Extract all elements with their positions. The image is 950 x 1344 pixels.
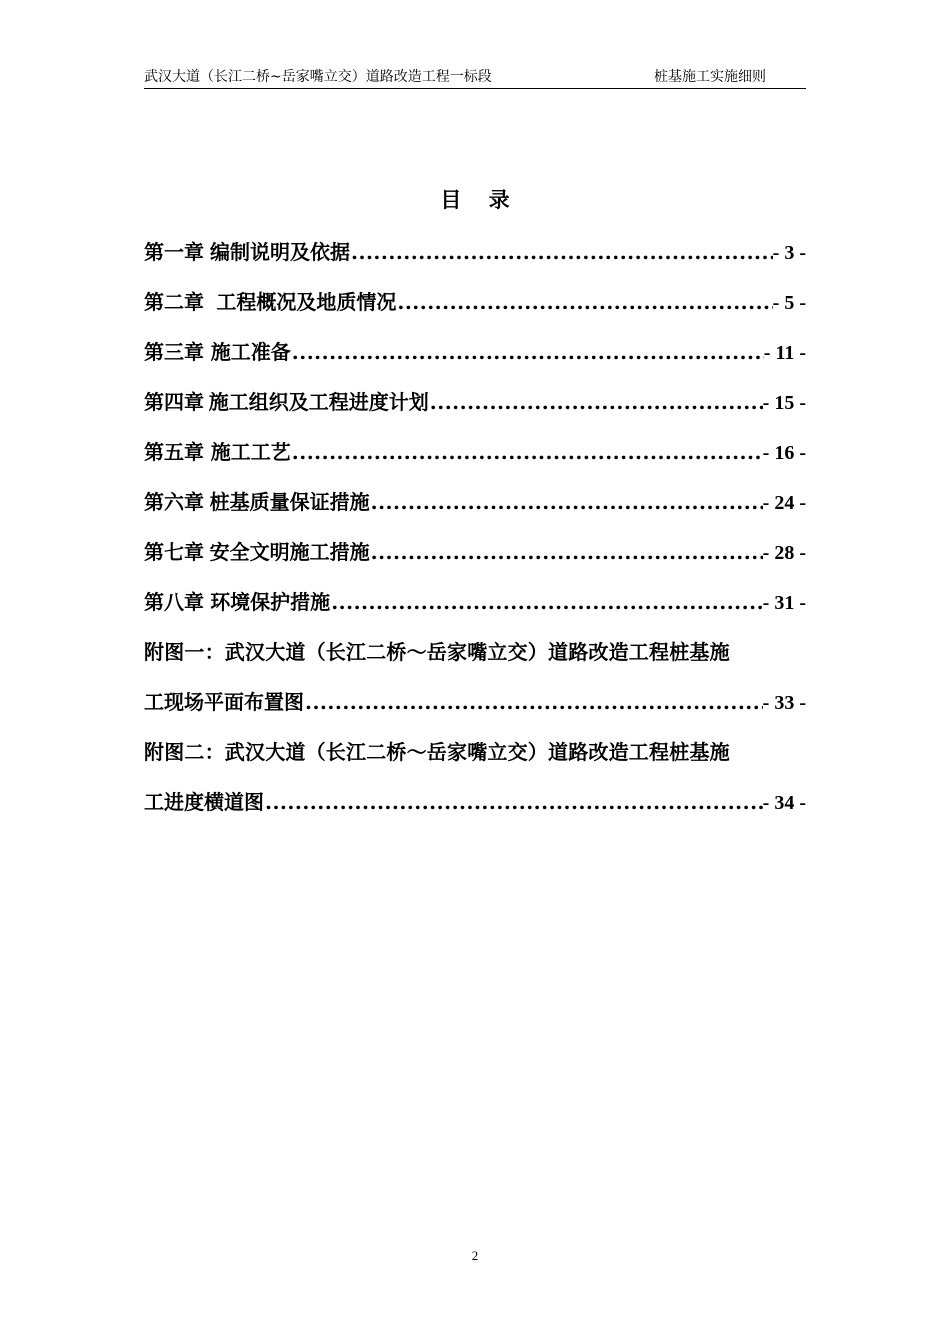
toc-dot-leader (292, 440, 763, 464)
toc-dot-leader (371, 490, 763, 514)
toc-dot-leader (397, 290, 772, 314)
toc-entry-chapter-4[interactable] (144, 386, 806, 416)
toc-page-number: - 3 - (772, 242, 806, 264)
toc-entry-chapter-1[interactable] (144, 236, 806, 266)
toc-entry-chapter-2[interactable] (144, 286, 806, 316)
toc-dot-leader (292, 340, 764, 364)
toc-page-number: - 5 - (772, 292, 806, 314)
toc-entry-chapter-7[interactable] (144, 536, 806, 566)
toc-page-number: - 16 - (762, 442, 806, 464)
header-document-title: 桩基施工实施细则 (654, 69, 766, 85)
toc-chapter-label: 第三章 (144, 340, 204, 364)
toc-chapter-name: 工程概况及地质情况 (209, 290, 397, 314)
toc-page-number: - 31 - (762, 592, 806, 614)
toc-chapter-name: 施工工艺 (210, 440, 291, 464)
toc-dot-leader (305, 690, 763, 714)
toc-chapter-label: 第八章 (144, 590, 204, 614)
toc-dot-leader (430, 390, 763, 414)
toc-appendix-name: 工进度横道图 (144, 790, 264, 814)
toc-appendix-2-title[interactable]: 附图二：武汉大道（长江二桥～岳家嘴立交）道路改造工程桩基施 (144, 740, 730, 764)
toc-chapter-name: 编制说明及依据 (210, 240, 351, 264)
toc-title: 目 录 (440, 187, 520, 212)
toc-entry-appendix-2[interactable] (144, 786, 806, 816)
toc-page-number: - 24 - (762, 492, 806, 514)
toc-entry-chapter-6[interactable] (144, 486, 806, 516)
toc-dot-leader (331, 590, 762, 614)
toc-entry-appendix-1[interactable] (144, 686, 806, 716)
toc-chapter-name: 安全文明施工措施 (209, 540, 370, 564)
toc-appendix-1-title[interactable]: 附图一：武汉大道（长江二桥～岳家嘴立交）道路改造工程桩基施 (144, 640, 730, 664)
toc-page-number: - 11 - (763, 342, 806, 364)
toc-page-number: - 28 - (762, 542, 806, 564)
toc-chapter-name: 桩基质量保证措施 (209, 490, 370, 514)
toc-entry-chapter-5[interactable] (144, 436, 806, 466)
toc-page-number: - 34 - (762, 792, 806, 814)
toc-entry-chapter-3[interactable] (144, 336, 806, 366)
toc-dot-leader (351, 240, 773, 264)
toc-page-number: - 15 - (762, 392, 806, 414)
toc-chapter-label: 第四章 (144, 390, 204, 414)
toc-chapter-name: 施工组织及工程进度计划 (208, 390, 429, 414)
toc-dot-leader (265, 790, 763, 814)
toc-dot-leader (371, 540, 763, 564)
toc-chapter-name: 环境保护措施 (210, 590, 331, 614)
toc-chapter-label: 第五章 (144, 440, 204, 464)
toc-appendix-name: 工现场平面布置图 (144, 690, 304, 714)
toc-chapter-label: 第二章 (144, 290, 204, 314)
toc-page-number: - 33 - (762, 692, 806, 714)
header-project-title: 武汉大道（长江二桥~岳家嘴立交）道路改造工程一标段 (144, 69, 492, 85)
toc-chapter-label: 第一章 (144, 240, 204, 264)
toc-chapter-label: 第六章 (144, 490, 204, 514)
page-header (144, 64, 806, 89)
toc-entry-chapter-8[interactable] (144, 586, 806, 616)
toc-chapter-label: 第七章 (144, 540, 204, 564)
footer-page-number: 2 (471, 1248, 479, 1263)
toc-chapter-name: 施工准备 (210, 340, 291, 364)
